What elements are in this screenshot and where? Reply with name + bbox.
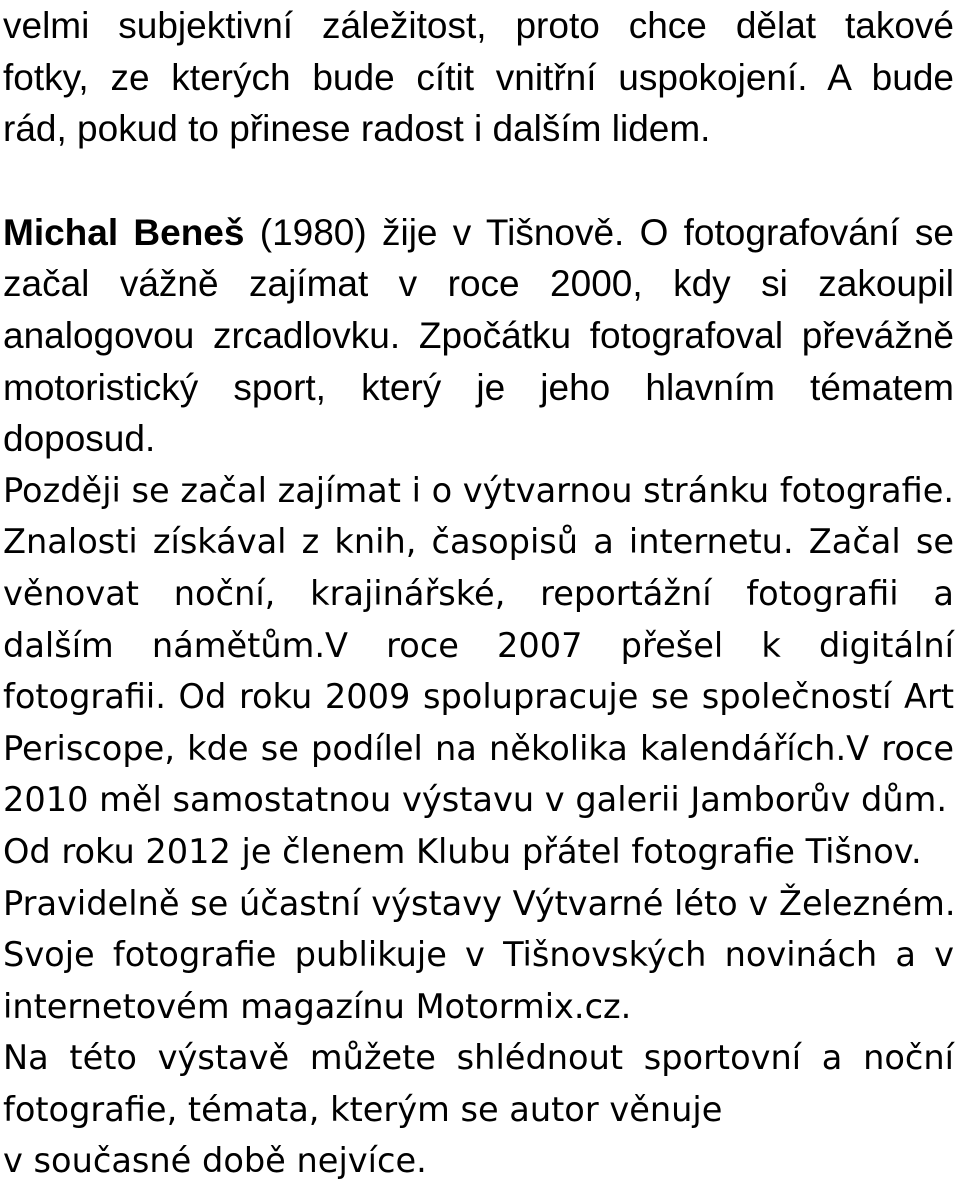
text-line: internetovém magazínu Motormix.cz. (3, 986, 632, 1026)
text-line: fotografii. Od roku 2009 spolupracuje se společností Art (3, 677, 954, 717)
text-line: rád, pokud to přinese radost i dalším lidem. (3, 108, 711, 150)
text-line: Znalosti získával z knih, časopisů a internetu. Začal se (3, 522, 954, 562)
text-line: Svoje fotografie publikuje v Tišnovských novinách a v (3, 935, 954, 975)
text-line: velmi subjektivní záležitost, proto chce dělat takové (3, 5, 954, 46)
text-line: Periscope, kde se podílel na několika kalendářích.V roce (3, 728, 954, 768)
text-line (3, 207, 954, 259)
text-line: dalším námětům.V roce 2007 přešel k digitální (3, 625, 954, 665)
text-line: Na této výstavě můžete shlédnout sportovní a noční (3, 1038, 954, 1078)
text-line: fotky, ze kterých bude cítit vnitřní uspokojení. A bude (3, 56, 954, 98)
text-line: 2010 měl samostatnou výstavu v galerii Jamborův dům. (3, 780, 948, 820)
text-line: Později se začal zajímat i o výtvarnou stránku fotografie. (3, 470, 955, 510)
text-line: věnovat noční, krajinářské, reportážní fotografii a (3, 573, 954, 613)
text-line: Od roku 2012 je členem Klubu přátel fotografie Tišnov. (3, 831, 922, 871)
closing-paragraph (3, 1032, 954, 1187)
text-line: motoristický sport, který je jeho hlavním tématem (3, 366, 954, 408)
text-line: fotografie, témata, kterým se autor věnuje (3, 1089, 723, 1129)
bio-paragraph (3, 207, 954, 465)
paragraph-gap (3, 155, 954, 207)
text-line: začal vážně zajímat v roce 2000, kdy si zakoupil (3, 263, 954, 305)
text-line: analogovou zrcadlovku. Zpočátku fotografoval převážně (3, 314, 954, 356)
text-fragment: (1980) žije v Tišnově. O fotografování se (259, 211, 954, 253)
later-paragraph (3, 465, 954, 1033)
text-line: doposud. (3, 418, 156, 460)
intro-paragraph (3, 0, 954, 155)
author-name: Michal Beneš (3, 211, 245, 253)
text-line: Pravidelně se účastní výstavy Výtvarné léto v Železném. (3, 883, 956, 923)
text-line: v současné době nejvíce. (3, 1141, 427, 1181)
